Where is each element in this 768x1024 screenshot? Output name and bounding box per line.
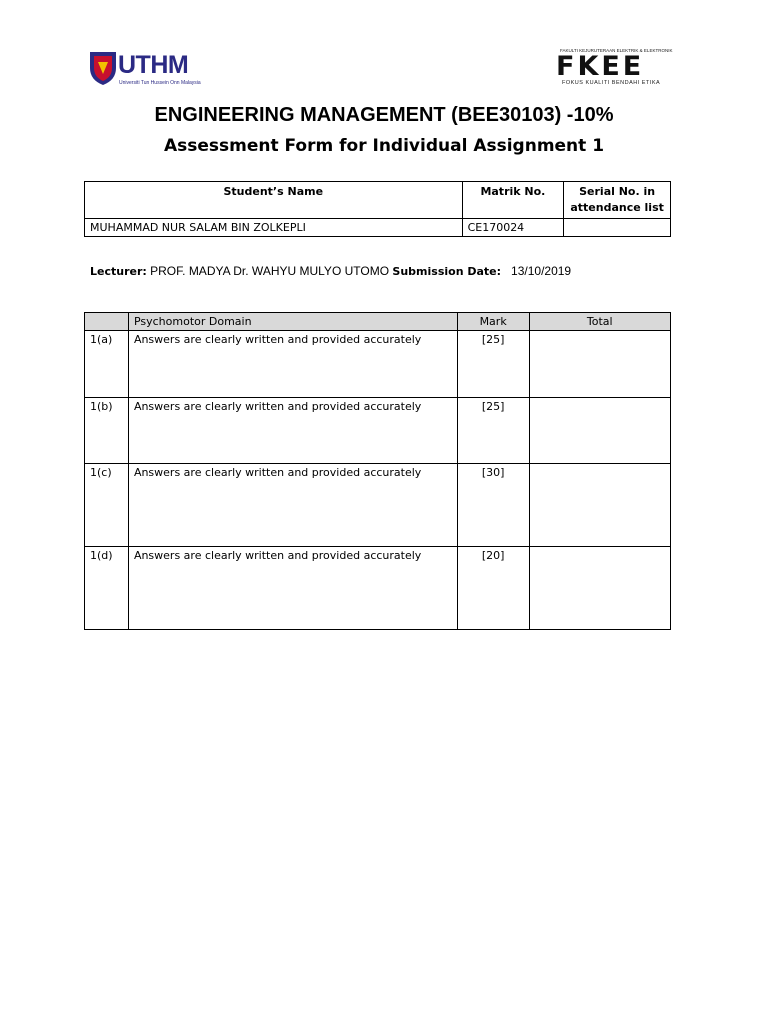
lecturer-line	[90, 264, 571, 278]
page-subtitle: Assessment Form for Individual Assignment 1	[163, 136, 605, 156]
psychomotor-domain-header: Psychomotor Domain	[128, 313, 457, 331]
student-table-header-row	[85, 182, 671, 219]
uthm-shield-icon	[88, 50, 118, 86]
serial-no-header: Serial No. in attendance list	[564, 182, 671, 219]
matrik-no-cell: CE170024	[462, 219, 564, 237]
lecturer-name: PROF. MADYA Dr. WAHYU MULYO UTOMO	[150, 264, 390, 278]
item-no-cell: 1(a)	[85, 331, 129, 398]
mark-cell: [25]	[457, 331, 529, 398]
item-no-cell: 1(d)	[85, 547, 129, 630]
item-no-cell: 1(c)	[85, 464, 129, 547]
student-name-header: Student’s Name	[85, 182, 463, 219]
fkee-logo-text: FKEE	[556, 51, 645, 82]
uthm-logo-text: UTHM	[118, 51, 189, 79]
student-name-cell: MUHAMMAD NUR SALAM BIN ZOLKEPLI	[85, 219, 463, 237]
table-row	[85, 398, 671, 464]
page-title: ENGINEERING MANAGEMENT (BEE30103) -10%	[154, 104, 614, 126]
student-table-row	[85, 219, 671, 237]
total-header: Total	[529, 313, 670, 331]
mark-cell: [30]	[457, 464, 529, 547]
table-row	[85, 547, 671, 630]
table-row	[85, 464, 671, 547]
fkee-logo-tagline: FOKUS KUALITI BENDAHI ETIKA	[562, 80, 661, 86]
uthm-logo-subtext: Universiti Tun Hussein Onn Malaysia	[119, 80, 201, 86]
total-cell[interactable]	[529, 398, 670, 464]
domain-cell: Answers are clearly written and provided accurately	[128, 547, 457, 630]
serial-no-cell	[564, 219, 671, 237]
fkee-logo	[556, 48, 674, 88]
matrik-no-header: Matrik No.	[462, 182, 564, 219]
assessment-table	[84, 312, 671, 630]
total-cell[interactable]	[529, 547, 670, 630]
submission-date: 13/10/2019	[511, 264, 572, 278]
total-cell[interactable]	[529, 464, 670, 547]
domain-cell: Answers are clearly written and provided accurately	[128, 331, 457, 398]
uthm-logo	[88, 50, 208, 90]
total-cell[interactable]	[529, 331, 670, 398]
assessment-table-header-row	[85, 313, 671, 331]
lecturer-label: Lecturer:	[90, 265, 147, 278]
mark-header: Mark	[457, 313, 529, 331]
student-info-table	[84, 181, 671, 237]
fkee-logo-faculty-text: FAKULTI KEJURUTERAAN ELEKTRIK & ELEKTRONIK	[560, 48, 673, 53]
item-no-header	[85, 313, 129, 331]
domain-cell: Answers are clearly written and provided accurately	[128, 464, 457, 547]
table-row	[85, 331, 671, 398]
submission-date-label: Submission Date:	[392, 265, 502, 278]
domain-cell: Answers are clearly written and provided accurately	[128, 398, 457, 464]
mark-cell: [20]	[457, 547, 529, 630]
mark-cell: [25]	[457, 398, 529, 464]
item-no-cell: 1(b)	[85, 398, 129, 464]
